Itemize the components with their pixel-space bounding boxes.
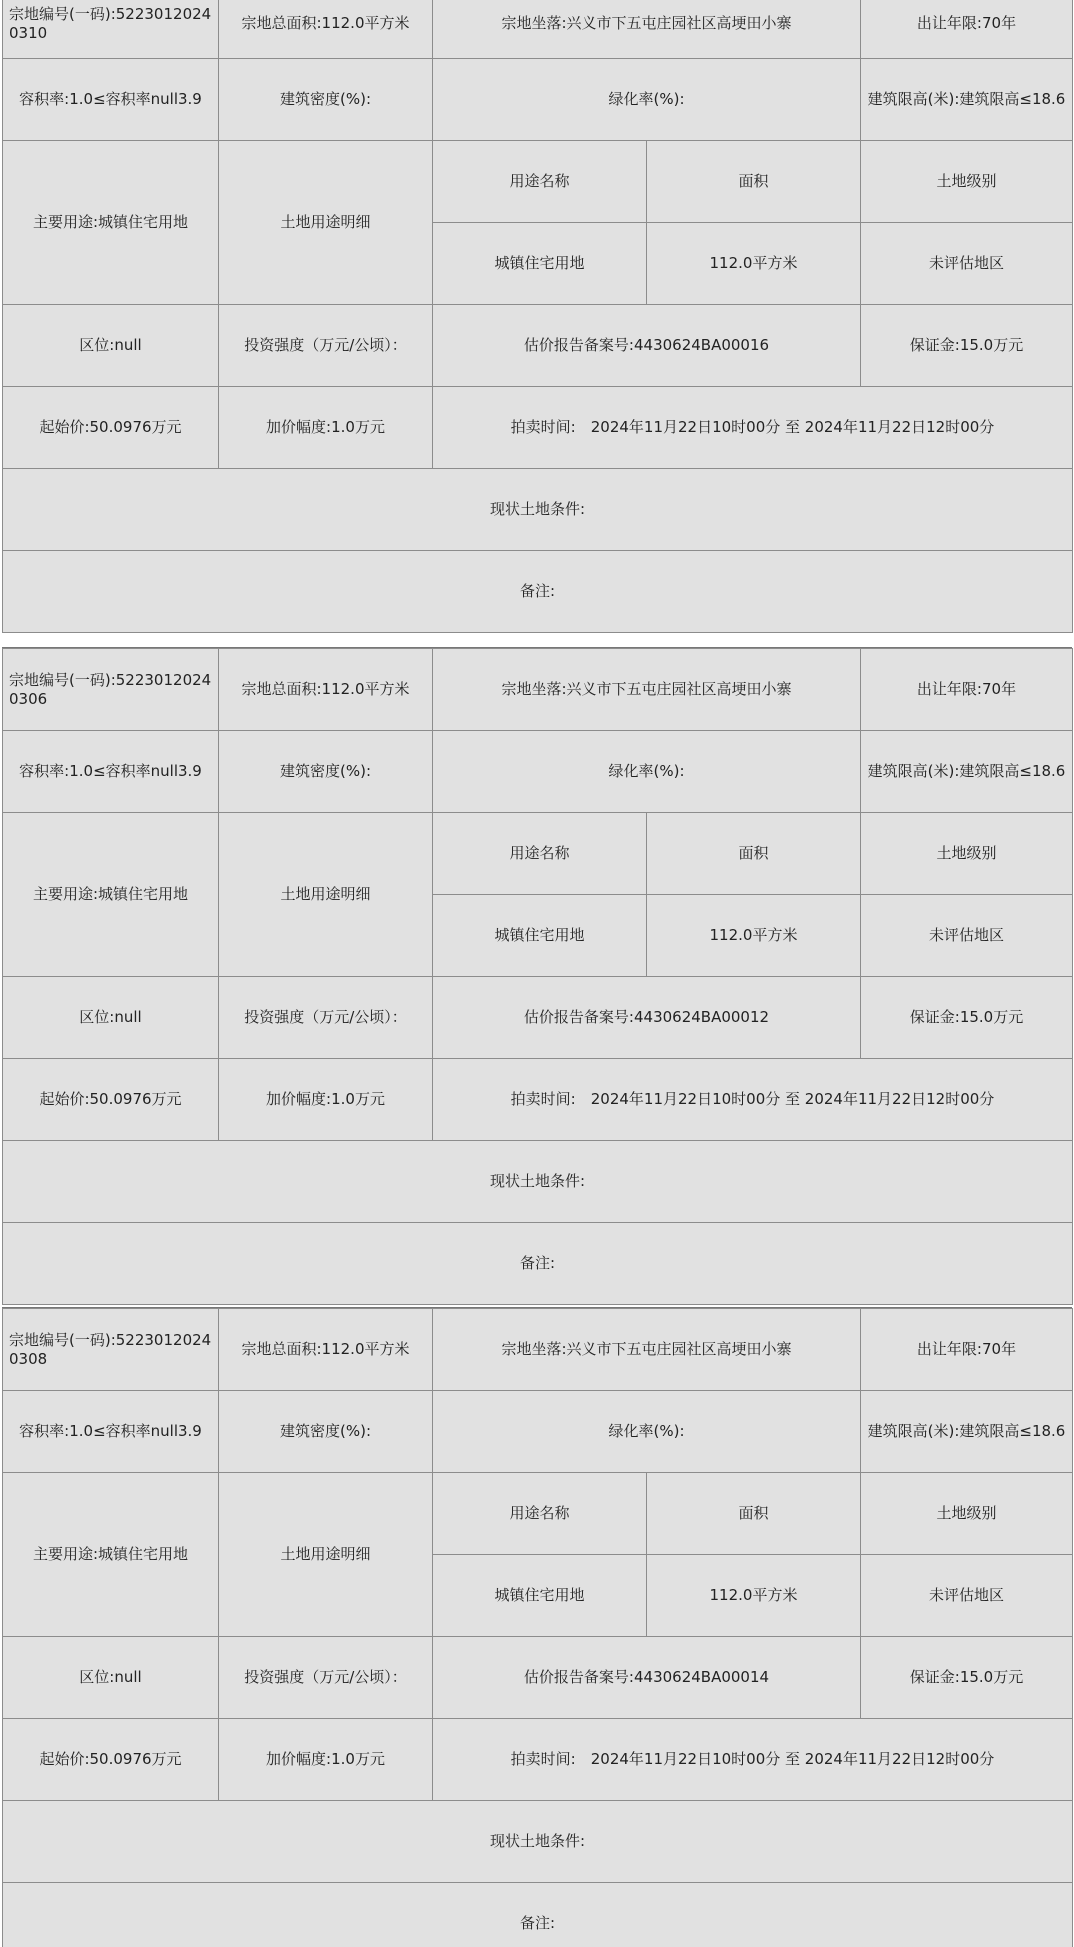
use-header-grade: 土地级别	[861, 813, 1073, 895]
investment-intensity: 投资强度（万元/公顷）：	[219, 977, 433, 1059]
use-name: 城镇住宅用地	[433, 1555, 647, 1637]
greening-rate: 绿化率(%):	[433, 59, 861, 141]
remarks: 备注:	[3, 1883, 1073, 1947]
use-name: 城镇住宅用地	[433, 895, 647, 977]
plot-ratio: 容积率:1.0≤容积率null3.9	[3, 59, 219, 141]
main-use: 主要用途:城镇住宅用地	[3, 813, 219, 977]
parcel-table	[2, 1308, 1073, 1947]
auction-time: 拍卖时间: 2024年11月22日10时00分 至 2024年11月22日12时00分	[433, 387, 1073, 469]
use-area: 112.0平方米	[647, 1555, 861, 1637]
auction-time: 拍卖时间: 2024年11月22日10时00分 至 2024年11月22日12时00分	[433, 1719, 1073, 1801]
building-density: 建筑密度(%):	[219, 731, 433, 813]
district: 区位:null	[3, 305, 219, 387]
greening-rate: 绿化率(%):	[433, 1391, 861, 1473]
greening-rate: 绿化率(%):	[433, 731, 861, 813]
start-price: 起始价:50.0976万元	[3, 1719, 219, 1801]
appraisal-record-no: 估价报告备案号:4430624BA00012	[433, 977, 861, 1059]
parcel-location: 宗地坐落:兴义市下五屯庄园社区高埂田小寨	[433, 649, 861, 731]
auction-time: 拍卖时间: 2024年11月22日10时00分 至 2024年11月22日12时00分	[433, 1059, 1073, 1141]
land-condition: 现状土地条件:	[3, 1801, 1073, 1883]
deposit: 保证金:15.0万元	[861, 1637, 1073, 1719]
use-detail-label: 土地用途明细	[219, 1473, 433, 1637]
total-area: 宗地总面积:112.0平方米	[219, 1309, 433, 1391]
parcel-code: 宗地编号(一码):52230120240306	[3, 649, 219, 731]
parcel-code: 宗地编号(一码):52230120240308	[3, 1309, 219, 1391]
use-grade: 未评估地区	[861, 895, 1073, 977]
parcel-code: 宗地编号(一码):52230120240310	[3, 0, 219, 59]
parcel-table	[2, 0, 1073, 633]
total-area: 宗地总面积:112.0平方米	[219, 649, 433, 731]
main-use: 主要用途:城镇住宅用地	[3, 141, 219, 305]
investment-intensity: 投资强度（万元/公顷）：	[219, 305, 433, 387]
use-grade: 未评估地区	[861, 223, 1073, 305]
parcel-table	[2, 648, 1073, 1305]
bid-increment: 加价幅度:1.0万元	[219, 1719, 433, 1801]
parcel-location: 宗地坐落:兴义市下五屯庄园社区高埂田小寨	[433, 0, 861, 59]
use-area: 112.0平方米	[647, 223, 861, 305]
investment-intensity: 投资强度（万元/公顷）：	[219, 1637, 433, 1719]
height-limit: 建筑限高(米):建筑限高≤18.6	[861, 731, 1073, 813]
deposit: 保证金:15.0万元	[861, 977, 1073, 1059]
use-header-area: 面积	[647, 141, 861, 223]
use-detail-label: 土地用途明细	[219, 813, 433, 977]
remarks: 备注:	[3, 1223, 1073, 1305]
start-price: 起始价:50.0976万元	[3, 1059, 219, 1141]
bid-increment: 加价幅度:1.0万元	[219, 1059, 433, 1141]
total-area: 宗地总面积:112.0平方米	[219, 0, 433, 59]
parcel-location: 宗地坐落:兴义市下五屯庄园社区高埂田小寨	[433, 1309, 861, 1391]
district: 区位:null	[3, 977, 219, 1059]
land-condition: 现状土地条件:	[3, 1141, 1073, 1223]
bid-increment: 加价幅度:1.0万元	[219, 387, 433, 469]
grant-term: 出让年限:70年	[861, 1309, 1073, 1391]
start-price: 起始价:50.0976万元	[3, 387, 219, 469]
use-header-grade: 土地级别	[861, 1473, 1073, 1555]
building-density: 建筑密度(%):	[219, 59, 433, 141]
use-header-name: 用途名称	[433, 1473, 647, 1555]
land-condition: 现状土地条件:	[3, 469, 1073, 551]
grant-term: 出让年限:70年	[861, 0, 1073, 59]
use-header-name: 用途名称	[433, 141, 647, 223]
deposit: 保证金:15.0万元	[861, 305, 1073, 387]
district: 区位:null	[3, 1637, 219, 1719]
height-limit: 建筑限高(米):建筑限高≤18.6	[861, 1391, 1073, 1473]
appraisal-record-no: 估价报告备案号:4430624BA00014	[433, 1637, 861, 1719]
plot-ratio: 容积率:1.0≤容积率null3.9	[3, 731, 219, 813]
building-density: 建筑密度(%):	[219, 1391, 433, 1473]
use-grade: 未评估地区	[861, 1555, 1073, 1637]
height-limit: 建筑限高(米):建筑限高≤18.6	[861, 59, 1073, 141]
grant-term: 出让年限:70年	[861, 649, 1073, 731]
use-header-area: 面积	[647, 1473, 861, 1555]
plot-ratio: 容积率:1.0≤容积率null3.9	[3, 1391, 219, 1473]
use-header-area: 面积	[647, 813, 861, 895]
use-area: 112.0平方米	[647, 895, 861, 977]
use-detail-label: 土地用途明细	[219, 141, 433, 305]
use-header-name: 用途名称	[433, 813, 647, 895]
use-name: 城镇住宅用地	[433, 223, 647, 305]
remarks: 备注:	[3, 551, 1073, 633]
use-header-grade: 土地级别	[861, 141, 1073, 223]
main-use: 主要用途:城镇住宅用地	[3, 1473, 219, 1637]
appraisal-record-no: 估价报告备案号:4430624BA00016	[433, 305, 861, 387]
